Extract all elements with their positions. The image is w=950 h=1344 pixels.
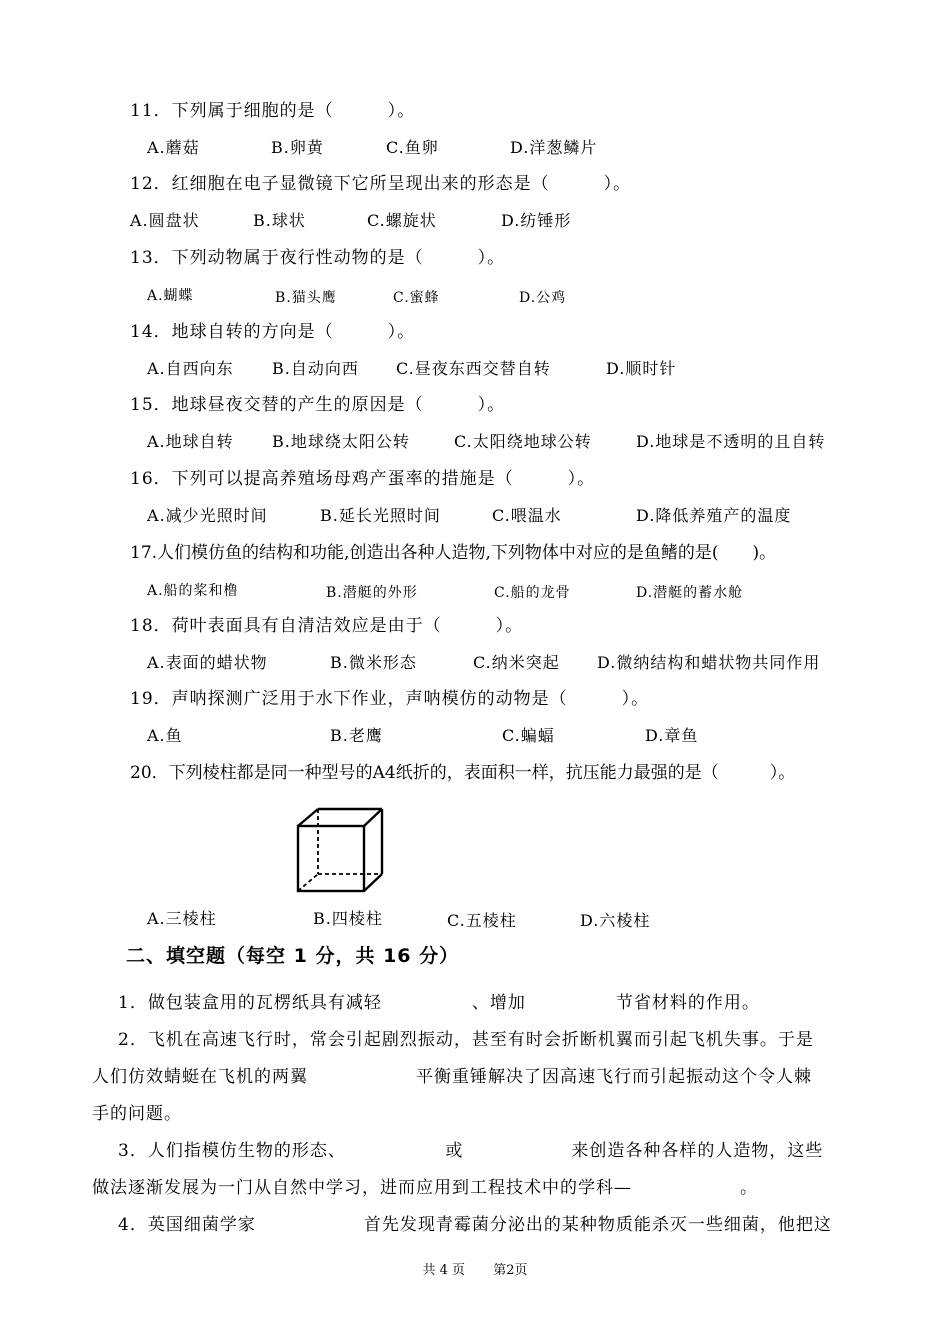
- question-11-option-b: B.卵黄: [271, 138, 324, 157]
- question-14-option-c: C.昼夜东西交替自转: [396, 359, 551, 378]
- question-13-option-d: D.公鸡: [519, 290, 567, 306]
- fill-blank-line-5: 3．人们指模仿生物的形态、 或 来创造各种各样的人造物，这些: [118, 1141, 824, 1161]
- question-14-stem: 14．地球自转的方向是（ ）。: [130, 322, 416, 342]
- question-20-option-b: B.四棱柱: [313, 909, 383, 928]
- question-14-option-b: B.自动向西: [272, 359, 359, 378]
- question-13-option-a: A.蝴蝶: [147, 288, 194, 304]
- question-14-option-d: D.顺时针: [606, 359, 677, 378]
- question-18-option-b: B.微米形态: [330, 653, 417, 672]
- fill-blank-line-6: 做法逐渐发展为一门从自然中学习，进而应用到工程技术中的学科— 。: [92, 1178, 758, 1198]
- question-12-option-b: B.球状: [253, 211, 306, 230]
- question-20-stem: 20．下列棱柱都是同一种型号的A4纸折的，表面积一样，抗压能力最强的是（ ）。: [130, 763, 796, 783]
- question-20-option-a: A.三棱柱: [147, 909, 217, 928]
- question-19-stem: 19．声呐探测广泛用于水下作业，声呐模仿的动物是（ ）。: [130, 689, 650, 709]
- question-12-option-a: A.圆盘状: [130, 211, 200, 230]
- fill-blank-line-4: 手的问题。: [92, 1104, 182, 1124]
- question-16-stem: 16．下列可以提高养殖场母鸡产蛋率的措施是（ ）。: [130, 469, 596, 489]
- question-11-option-c: C.鱼卵: [386, 138, 439, 157]
- page-footer: [0, 1262, 950, 1280]
- question-17-option-c: C.船的龙骨: [494, 585, 571, 601]
- question-19-option-b: B.老鹰: [330, 726, 383, 745]
- question-17-stem: 17.人们模仿鱼的结构和功能,创造出各种人造物,下列物体中对应的是鱼鳍的是( )。: [130, 543, 777, 563]
- question-19-option-a: A.鱼: [147, 726, 183, 745]
- question-17-option-b: B.潜艇的外形: [326, 585, 418, 601]
- question-14-option-a: A.自西向东: [147, 359, 234, 378]
- question-16-option-a: A.减少光照时间: [147, 506, 268, 525]
- question-11-option-a: A.蘑菇: [147, 138, 200, 157]
- question-17-option-a: A.船的桨和橹: [147, 583, 239, 599]
- question-18-option-d: D.微纳结构和蜡状物共同作用: [597, 653, 821, 672]
- question-18-option-c: C.纳米突起: [473, 653, 560, 672]
- fill-blank-line-2: 2．飞机在高速飞行时，常会引起剧烈振动，甚至有时会折断机翼而引起飞机失事。于是: [118, 1030, 814, 1050]
- question-12-option-c: C.螺旋状: [367, 211, 437, 230]
- fill-blank-line-7: 4．英国细菌学家 首先发现青霉菌分泌出的某种物质能杀灭一些细菌，他把这: [118, 1215, 832, 1235]
- footer-page-number: 第2页: [493, 1263, 528, 1278]
- question-15-option-a: A.地球自转: [147, 432, 234, 451]
- fill-blank-line-3: 人们仿效蜻蜓在飞机的两翼 平衡重锤解决了因高速飞行而引起振动这个令人棘: [92, 1067, 812, 1087]
- footer-total-pages: 共 4 页: [422, 1263, 466, 1278]
- question-19-option-d: D.章鱼: [645, 726, 699, 745]
- prism-solid-edges: [298, 809, 382, 891]
- question-17-option-d: D.潜艇的蓄水舱: [636, 585, 744, 601]
- question-18-option-a: A.表面的蜡状物: [147, 653, 268, 672]
- question-13-stem: 13．下列动物属于夜行性动物的是（ ）。: [130, 248, 506, 268]
- question-15-stem: 15．地球昼夜交替的产生的原因是（ ）。: [130, 395, 506, 415]
- question-16-option-b: B.延长光照时间: [320, 506, 441, 525]
- section-2-heading: 二、填空题（每空 1 分，共 16 分）: [126, 945, 460, 967]
- question-16-option-c: C.喂温水: [492, 506, 562, 525]
- question-15-option-b: B.地球绕太阳公转: [272, 432, 410, 451]
- question-12-stem: 12．红细胞在电子显微镜下它所呈现出来的形态是（ ）。: [130, 174, 632, 194]
- question-20-option-d: D.六棱柱: [580, 911, 651, 930]
- question-16-option-d: D.降低养殖产的温度: [636, 506, 792, 525]
- fill-blank-line-1: 1．做包装盒用的瓦楞纸具有减轻 、增加 节省材料的作用。: [118, 993, 760, 1013]
- question-15-option-d: D.地球是不透明的且自转: [636, 432, 826, 451]
- question-15-option-c: C.太阳绕地球公转: [454, 432, 592, 451]
- question-19-option-c: C.蝙蝠: [502, 726, 555, 745]
- question-20-option-c: C.五棱柱: [447, 911, 517, 930]
- question-11-stem: 11．下列属于细胞的是（ ）。: [130, 101, 416, 121]
- question-12-option-d: D.纺锤形: [501, 211, 572, 230]
- question-18-stem: 18．荷叶表面具有自清洁效应是由于（ ）。: [130, 616, 524, 636]
- question-11-option-d: D.洋葱鳞片: [510, 138, 598, 157]
- prism-figure: [294, 806, 388, 896]
- question-13-option-c: C.蜜蜂: [393, 290, 440, 306]
- question-13-option-b: B.猫头鹰: [275, 290, 337, 306]
